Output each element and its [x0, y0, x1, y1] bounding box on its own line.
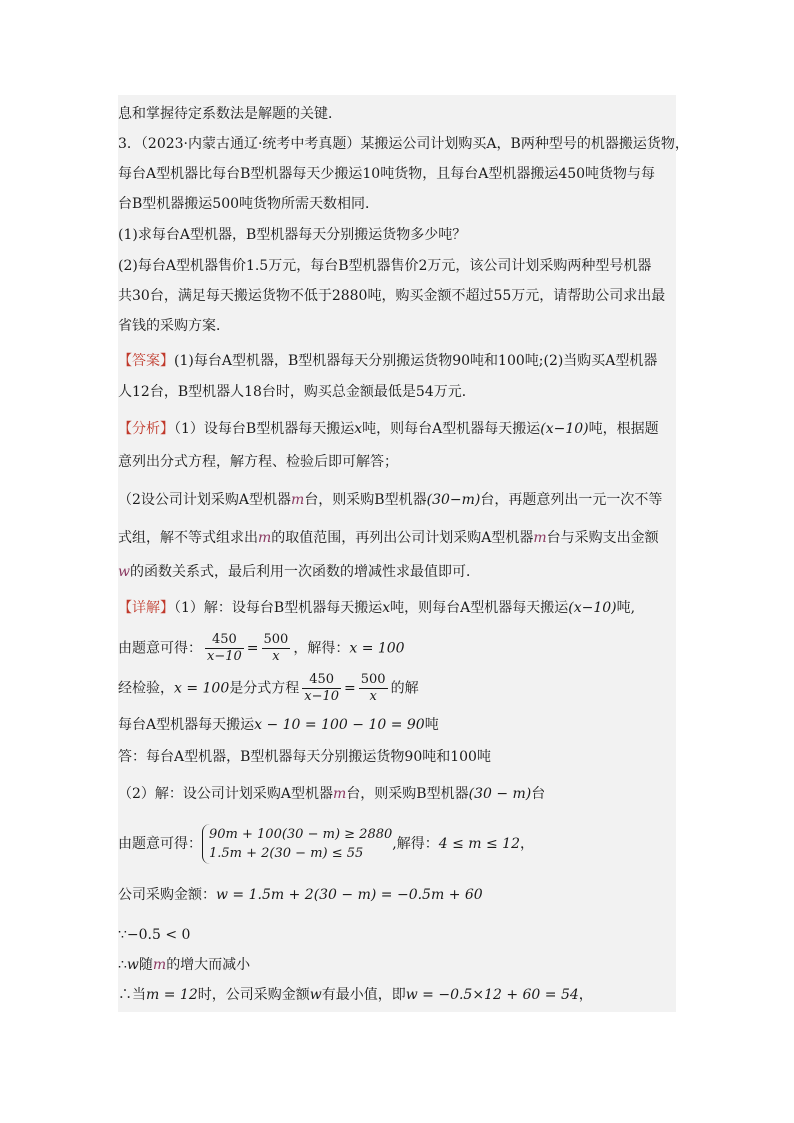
- answer-tag: 【答案】: [118, 353, 174, 369]
- detail-check-line: 经检验，x = 100是分式方程 $\frac{450}{x-10}$ = $\frac{500}{x}$ 的解: [118, 672, 419, 704]
- question-part-1: (1)求每台A型机器，B型机器每天分别搬运货物多少吨？: [118, 227, 467, 243]
- question-line: 台B型机器搬运500吨货物所需天数相同．: [118, 196, 380, 212]
- answer-text: (1)每台A型机器，B型机器每天分别搬运货物90吨和100吨;(2)当购买A型机器: [174, 353, 658, 369]
- analysis-line: （2设公司计划采购A型机器m台，则采购B型机器(30−m)台，再题意列出一元一次不等: [118, 492, 663, 508]
- analysis-line: 【分析】（1）设每台B型机器每天搬运x吨，则每台A型机器每天搬运(x−10)吨，根据题: [118, 421, 659, 437]
- detail-line: ∴w随m的增大而减小: [118, 957, 251, 973]
- detail-line: （2）解：设公司计划采购A型机器m台，则采购B型机器(30 − m)台: [118, 786, 546, 802]
- analysis-tag: 【分析】: [118, 421, 174, 437]
- detail-line: 【详解】（1）解：设每台B型机器每天搬运x吨，则每台A型机器每天搬运(x−10)吨,: [118, 600, 636, 616]
- detail-tag: 【详解】: [118, 600, 174, 616]
- detail-inequality-line: 由题意可得： 90m + 100(30 − m) ≥ 2880 1.5m + 2(30 − m) ≤ 55 ,解得：4 ≤ m ≤ 12，: [118, 822, 534, 866]
- fraction: $\frac{450}{x-10}$: [304, 672, 340, 704]
- text-line: 息和掌握待定系数法是解题的关键．: [118, 106, 342, 122]
- question-line: 省钱的采购方案．: [118, 318, 230, 334]
- detail-line: ∴当m = 12时，公司采购金额w有最小值，即w = −0.5×12 + 60 = 54，: [118, 987, 593, 1003]
- detail-line: 每台A型机器每天搬运x − 10 = 100 − 10 = 90吨: [118, 717, 439, 733]
- analysis-line: 意列出分式方程，解方程、检验后即可解答；: [118, 454, 398, 470]
- question-line: 3．（2023·内蒙古通辽·统考中考真题）某搬运公司计划购买A，B两种型号的机器搬运货物，: [118, 136, 689, 152]
- analysis-line: 式组，解不等式组求出m的取值范围，再列出公司计划采购A型机器m台与采购支出金额: [118, 530, 659, 546]
- answer-line: [118, 351, 657, 371]
- detail-line: ∵−0.5 < 0: [118, 927, 191, 943]
- inequality-system: 90m + 100(30 − m) ≥ 2880 1.5m + 2(30 − m) ≤ 55: [202, 824, 392, 864]
- fraction: $\frac{450}{x-10}$: [207, 632, 242, 664]
- question-line: 每台A型机器比每台B型机器每天少搬运10吨货物，且每台A型机器搬运450吨货物与每: [118, 166, 656, 182]
- fraction: $\frac{500}{x}$: [263, 632, 289, 664]
- fraction: $\frac{500}{x}$: [360, 672, 386, 704]
- detail-line: 公司采购金额：w = 1.5m + 2(30 − m) = −0.5m + 60: [118, 887, 483, 903]
- answer-line: 人12台，B型机器人18台时，购买总金额最低是54万元．: [118, 384, 476, 400]
- analysis-line: w的函数关系式，最后利用一次函数的增减性求最值即可．: [118, 564, 480, 580]
- question-part-2: (2)每台A型机器售价1.5万元，每台B型机器售价2万元，该公司计划采购两种型号机器: [118, 258, 652, 274]
- detail-line: 答：每台A型机器，B型机器每天分别搬运货物90吨和100吨: [118, 749, 491, 765]
- detail-equation-line: 由题意可得： $\frac{450}{x-10}$ = $\frac{500}{x}$ ，解得：x = 100: [118, 632, 405, 664]
- question-line: 共30台，满足每天搬运货物不低于2880吨，购买金额不超过55万元，请帮助公司求出最: [118, 288, 666, 304]
